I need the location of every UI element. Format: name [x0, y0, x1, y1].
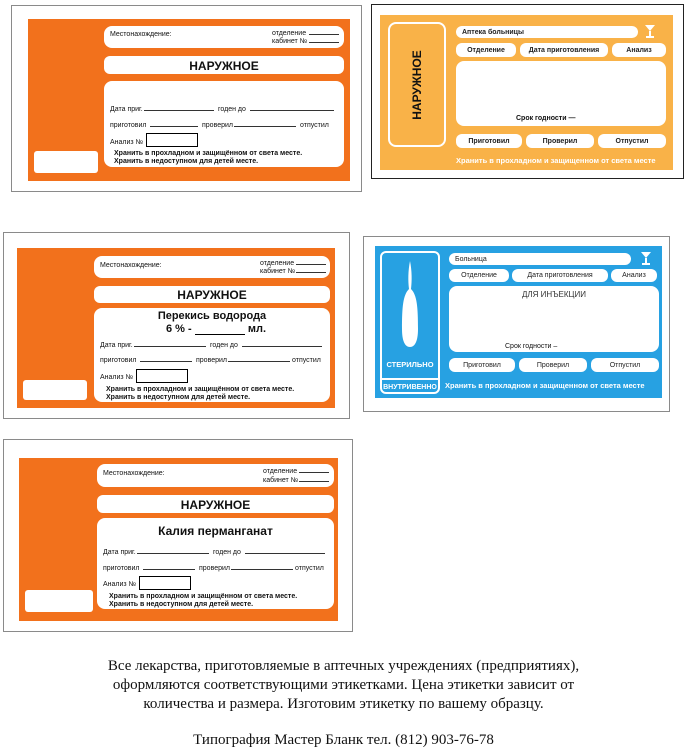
prepared-label: приготовил [100, 357, 137, 364]
valid-until-label: годен до [213, 549, 241, 556]
ampoule-panel [380, 251, 440, 394]
dispensed-label: отпустил [292, 357, 321, 364]
route-panel [94, 286, 330, 303]
dispensed-header: Отпустил [598, 134, 666, 148]
label-orange-field [19, 458, 338, 621]
storage-warning: Хранить в прохладном и защищенном от света месте [456, 156, 656, 165]
route-panel [97, 495, 334, 513]
drug-name: Калия перманганат [158, 524, 273, 538]
route-title: НАРУЖНОЕ [180, 498, 251, 512]
checked-line [231, 564, 293, 570]
date-prep-label: Дата приг. [110, 106, 143, 113]
label-potassium-permanganate [3, 439, 353, 632]
label-external-1 [11, 5, 362, 192]
details-panel [97, 518, 334, 609]
checked-line [234, 121, 296, 127]
prepared-line [143, 564, 195, 570]
analysis-label: Анализ № [110, 139, 144, 146]
pharmacy-goblet-icon [639, 250, 653, 266]
department-line [309, 29, 339, 35]
route-title: НАРУЖНОЕ [189, 59, 259, 73]
cabinet-label: кабинет № [272, 38, 308, 45]
blank-corner-box [34, 151, 98, 173]
department-line [296, 259, 326, 265]
dispensed-header: Отпустил [591, 358, 659, 372]
injection-title: ДЛЯ ИНЪЕКЦИИ [522, 290, 586, 299]
date-prep-line [134, 341, 206, 347]
hospital-field: Больница [449, 253, 631, 265]
label-orange-field [28, 19, 350, 181]
analysis-box [136, 369, 188, 383]
concentration-row [166, 323, 266, 335]
blank-corner-box [23, 380, 87, 400]
cabinet-label: кабинет № [263, 477, 299, 484]
date-prep-line [137, 548, 209, 554]
dispensed-label: отпустил [295, 565, 324, 572]
prepared-label: приготовил [110, 122, 147, 129]
label-injection [363, 236, 670, 412]
valid-until-line [242, 341, 322, 347]
route-panel [104, 56, 344, 74]
date-prep-header: Дата приготовления [520, 43, 608, 57]
location-label: Местонахождение: [100, 262, 162, 269]
location-label: Местонахождение: [110, 31, 172, 38]
warning-children: Хранить в недоступном для детей месте. [114, 158, 259, 165]
valid-until-label: годен до [218, 106, 246, 113]
location-label: Местонахождение: [103, 470, 165, 477]
label-hydrogen-peroxide [3, 232, 350, 419]
analysis-header: Анализ [612, 43, 666, 57]
label-orange-field [17, 248, 335, 408]
checked-label: проверил [199, 565, 230, 572]
expiry-label: Срок годности — [516, 115, 576, 122]
details-panel [104, 81, 344, 167]
checked-header: Проверил [519, 358, 587, 372]
date-prep-label: Дата приг. [103, 549, 136, 556]
analysis-box [139, 576, 191, 590]
content-panel [449, 286, 659, 352]
prepared-header: Приготовил [449, 358, 515, 372]
footer-line-2: оформляются соответствующими этикетками. Цена этикетки зависит от [112, 677, 575, 693]
footer-line-1: Все лекарства, приготовляемые в аптечных учреждениях (предприятиях), [107, 658, 580, 674]
concentration-line [195, 326, 245, 335]
pharmacy-goblet-icon [643, 23, 657, 39]
location-panel [97, 464, 334, 487]
department-label: отделение [263, 468, 298, 475]
department-label: отделение [272, 30, 307, 37]
valid-until-label: годен до [210, 342, 238, 349]
date-prep-header: Дата приготовления [512, 269, 608, 282]
expiry-label: Срок годности – [505, 343, 558, 350]
valid-until-line [250, 105, 334, 111]
cabinet-line [309, 37, 339, 43]
label-blue-field [375, 246, 662, 398]
analysis-box [146, 133, 198, 147]
valid-until-line [245, 548, 325, 554]
drug-name: Перекись водорода [157, 310, 267, 322]
concentration-prefix: 6 % - [166, 323, 192, 335]
footer-contact: Типография Мастер Бланк тел. (812) 903-76-78 [193, 732, 494, 748]
dispensed-label: отпустил [300, 122, 329, 129]
details-panel [94, 308, 330, 402]
checked-line [228, 356, 290, 362]
prepared-line [150, 121, 198, 127]
intravenous-text: ВНУТРИВЕННО [382, 378, 438, 391]
department-header: Отделение [449, 269, 509, 282]
department-header: Отделение [456, 43, 516, 57]
department-line [299, 467, 329, 473]
pharmacy-name-field: Аптека больницы [456, 26, 638, 38]
location-panel [94, 256, 330, 278]
location-panel [104, 26, 344, 48]
analysis-header: Анализ [611, 269, 657, 282]
label-pharmacy [371, 4, 684, 179]
warning-children: Хранить в недоступном для детей месте. [109, 601, 254, 608]
label-yellow-field [380, 15, 673, 170]
cabinet-line [299, 476, 329, 482]
date-prep-label: Дата приг. [100, 342, 133, 349]
content-panel [456, 61, 666, 126]
cabinet-label: кабинет № [260, 268, 296, 275]
concentration-unit: мл. [247, 323, 266, 335]
prepared-line [140, 356, 192, 362]
department-label: отделение [260, 260, 295, 267]
warning-light: Хранить в прохладном и защищённом от света месте. [109, 593, 298, 600]
prepared-label: приготовил [103, 565, 140, 572]
checked-label: проверил [196, 357, 227, 364]
date-prep-line [144, 105, 214, 111]
route-title: НАРУЖНОЕ [177, 288, 247, 302]
footer-line-3: количества и размера. Изготовим этикетку по вашему образцу. [143, 696, 544, 712]
warning-light: Хранить в прохладном и защищённом от света месте. [106, 386, 295, 393]
warning-children: Хранить в недоступном для детей месте. [106, 394, 251, 401]
sterile-text: СТЕРИЛЬНО [386, 360, 434, 369]
vertical-route-panel [388, 22, 446, 147]
ampoule-icon [397, 259, 423, 351]
blank-corner-box [25, 590, 93, 612]
warning-light: Хранить в прохладном и защищённом от света месте. [114, 150, 303, 157]
prepared-header: Приготовил [456, 134, 522, 148]
checked-header: Проверил [526, 134, 594, 148]
checked-label: проверил [202, 122, 233, 129]
analysis-label: Анализ № [100, 374, 134, 381]
storage-warning: Хранить в прохладном и защищенном от света месте [445, 381, 645, 390]
analysis-label: Анализ № [103, 581, 137, 588]
cabinet-line [296, 267, 326, 273]
vertical-route-title: НАРУЖНОЕ [410, 49, 424, 120]
